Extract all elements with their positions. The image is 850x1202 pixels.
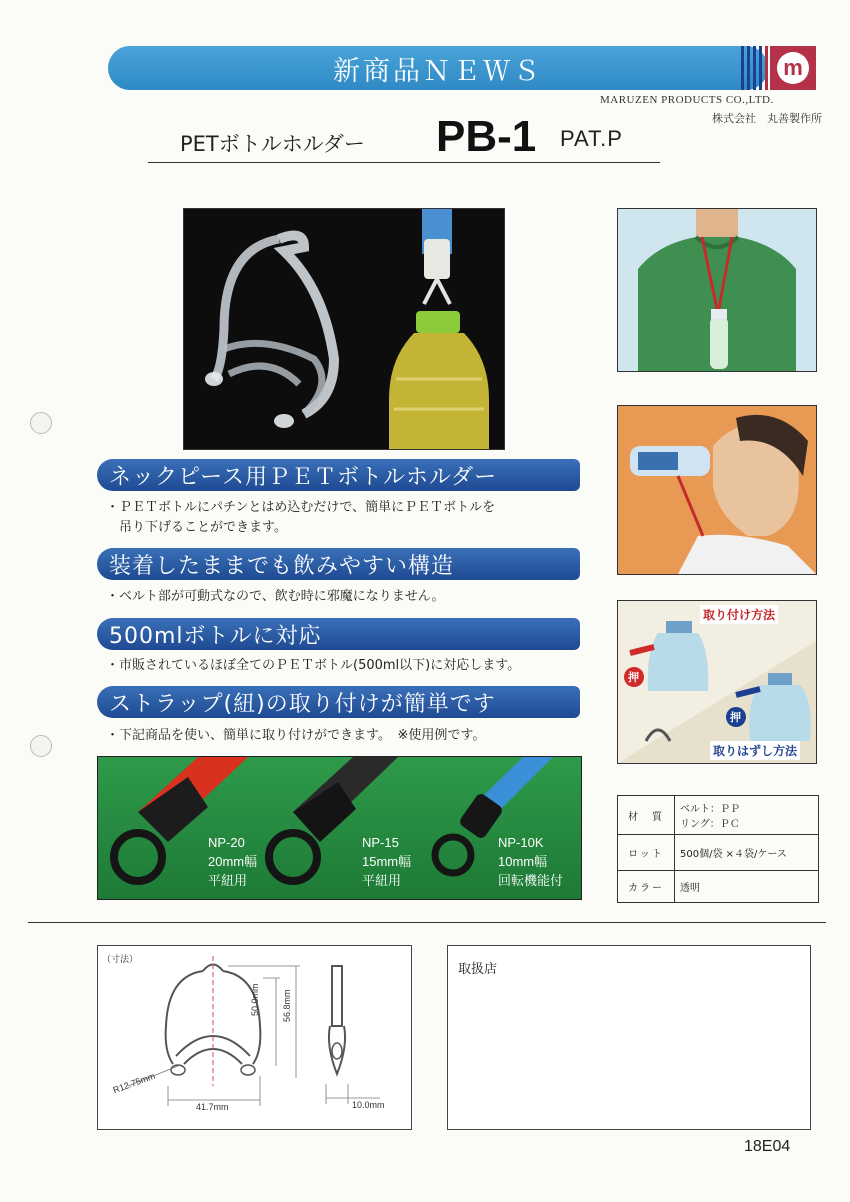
spec-row-material bbox=[618, 796, 819, 835]
patent-pending: PAT.P bbox=[560, 126, 623, 151]
dim-thickness: 10.0mm bbox=[352, 1100, 385, 1110]
dealer-label: 取扱店 bbox=[458, 962, 498, 977]
strap-np20-label: NP-20 20mm幅 平紐用 bbox=[208, 835, 258, 888]
company-name-jp: 株式会社 丸善製作所 bbox=[712, 112, 822, 125]
dimensions-caption: （寸法） bbox=[102, 954, 139, 964]
spec-key-material: 材 質 bbox=[618, 796, 675, 835]
section-title-easy-drink: 装着したままでも飲みやすい構造 bbox=[97, 548, 580, 580]
dim-height-inner: 50.0mm bbox=[250, 983, 260, 1016]
push-badge-red: 押 bbox=[628, 671, 639, 684]
logo-mark: m bbox=[777, 52, 809, 84]
section-text-strap: ・下記商品を使い、簡単に取り付けができます。 ※使用例です。 bbox=[106, 728, 486, 743]
dimensions-box bbox=[97, 945, 412, 1130]
spec-value-color: 透明 bbox=[675, 871, 819, 903]
banner-stripes bbox=[720, 46, 768, 90]
punch-hole-bottom bbox=[30, 735, 52, 757]
dim-width: 41.7mm bbox=[196, 1102, 229, 1112]
spec-value-material: ベルト：ＰＰ リング：ＰＣ bbox=[675, 796, 819, 835]
section-title-500ml: 500mlボトルに対応 bbox=[97, 618, 580, 650]
section-text-neckpiece: ・ＰＥＴボトルにパチンとはめ込むだけで、簡単にＰＥＴボトルを 吊り下げることができます。 bbox=[106, 500, 496, 535]
spec-value-lot: 500個/袋 ×４袋/ケース bbox=[675, 835, 819, 871]
news-banner bbox=[108, 46, 768, 90]
section-title-strap: ストラップ(紐)の取り付けが簡単です bbox=[97, 686, 580, 718]
strap-np15-label: NP-15 15mm幅 平紐用 bbox=[362, 835, 412, 888]
section-divider bbox=[28, 922, 826, 923]
title-underline bbox=[148, 162, 660, 163]
product-name: PB-1 bbox=[436, 112, 537, 161]
dim-radius: R12.75mm bbox=[111, 1070, 157, 1096]
section-text-easy-drink: ・ベルト部が可動式なので、飲む時に邪魔になりません。 bbox=[106, 589, 445, 604]
section-text-500ml: ・市販されているほぼ全てのＰＥＴボトル(500ml以下)に対応します。 bbox=[106, 658, 521, 673]
company-logo bbox=[770, 46, 816, 90]
remove-method-label: 取りはずし方法 bbox=[710, 741, 800, 760]
dealer-box bbox=[447, 945, 811, 1130]
spec-row-lot bbox=[618, 835, 819, 871]
push-badge-blue: 押 bbox=[730, 711, 741, 724]
product-kind: PETボトルホルダー bbox=[180, 132, 365, 156]
strap-np10k-label: NP-10K 10mm幅 回転機能付 bbox=[498, 835, 564, 888]
spec-key-color: カラー bbox=[618, 871, 675, 903]
spec-key-lot: ロット bbox=[618, 835, 675, 871]
install-method-label: 取り付け方法 bbox=[700, 605, 778, 624]
how-to-photo bbox=[617, 600, 817, 764]
section-title-neckpiece: ネックピース用ＰＥＴボトルホルダー bbox=[97, 459, 580, 491]
dim-height-outer: 56.8mm bbox=[282, 989, 292, 1022]
document-code: 18E04 bbox=[744, 1138, 791, 1155]
wearing-photo bbox=[617, 208, 817, 372]
strap-products-panel bbox=[97, 756, 582, 900]
punch-hole-top bbox=[30, 412, 52, 434]
company-name-en: MARUZEN PRODUCTS CO.,LTD. bbox=[600, 94, 774, 106]
spec-table bbox=[617, 795, 819, 903]
drinking-photo bbox=[617, 405, 817, 575]
spec-row-color bbox=[618, 871, 819, 903]
banner-title: 新商品ＮＥＷＳ bbox=[333, 55, 543, 87]
product-photo bbox=[183, 208, 505, 450]
